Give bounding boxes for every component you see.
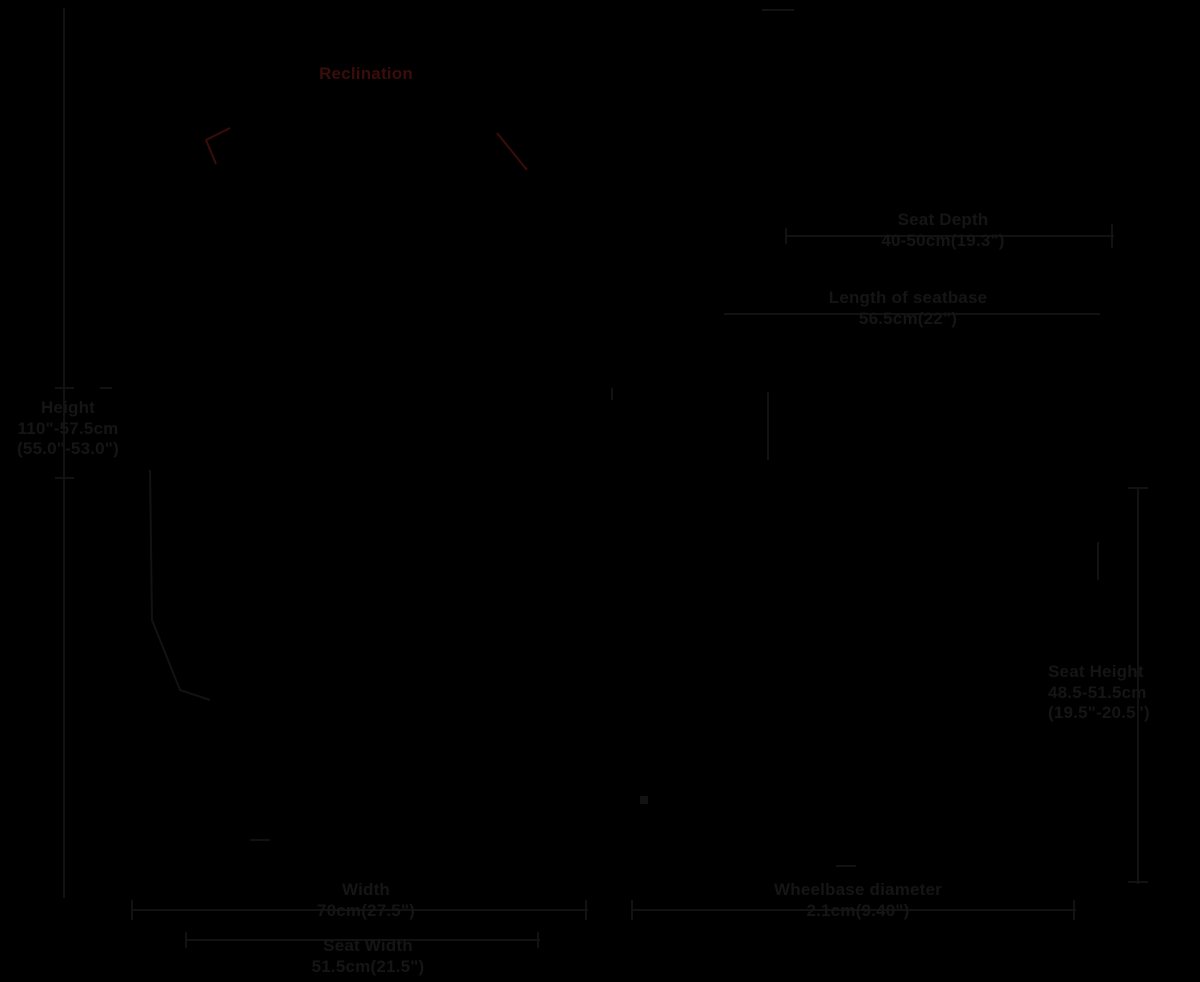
label-width <box>266 880 466 921</box>
label-width-text: Width <box>341 880 391 899</box>
label-seat-height-text: Seat Height <box>1048 662 1144 681</box>
label-seat-height <box>1048 662 1200 724</box>
label-wheelbase-diameter-text: Wheelbase diameter <box>774 880 942 899</box>
label-seat-width <box>268 936 468 977</box>
label-seat-width-text: Seat Width <box>323 936 413 955</box>
label-height-text: Height <box>40 398 96 417</box>
label-wheelbase-diameter-value: 2.1cm(9.40") <box>806 900 910 920</box>
label-height-value2: (55.0"-53.0") <box>17 439 119 459</box>
label-length-of-seatbase <box>768 288 1048 329</box>
label-length-of-seatbase-value: 56.5cm(22") <box>858 308 958 328</box>
label-seat-depth-text: Seat Depth <box>897 210 989 229</box>
label-reclination-text: Reclination <box>319 64 413 83</box>
label-seat-depth <box>838 210 1048 251</box>
label-length-of-seatbase-text: Length of seatbase <box>828 288 988 307</box>
label-seat-depth-value: 40-50cm(19.3") <box>881 230 1005 250</box>
label-width-value: 70cm(27.5") <box>316 900 416 920</box>
label-seat-width-value: 51.5cm(21.5") <box>311 956 425 976</box>
label-seat-height-value: 48.5-51.5cm <box>1048 682 1147 702</box>
label-seat-height-value2: (19.5"-20.5") <box>1048 703 1150 723</box>
label-height <box>0 398 142 460</box>
label-wheelbase-diameter <box>718 880 998 921</box>
label-height-value: 110"-57.5cm <box>17 418 119 438</box>
label-reclination <box>256 64 476 85</box>
